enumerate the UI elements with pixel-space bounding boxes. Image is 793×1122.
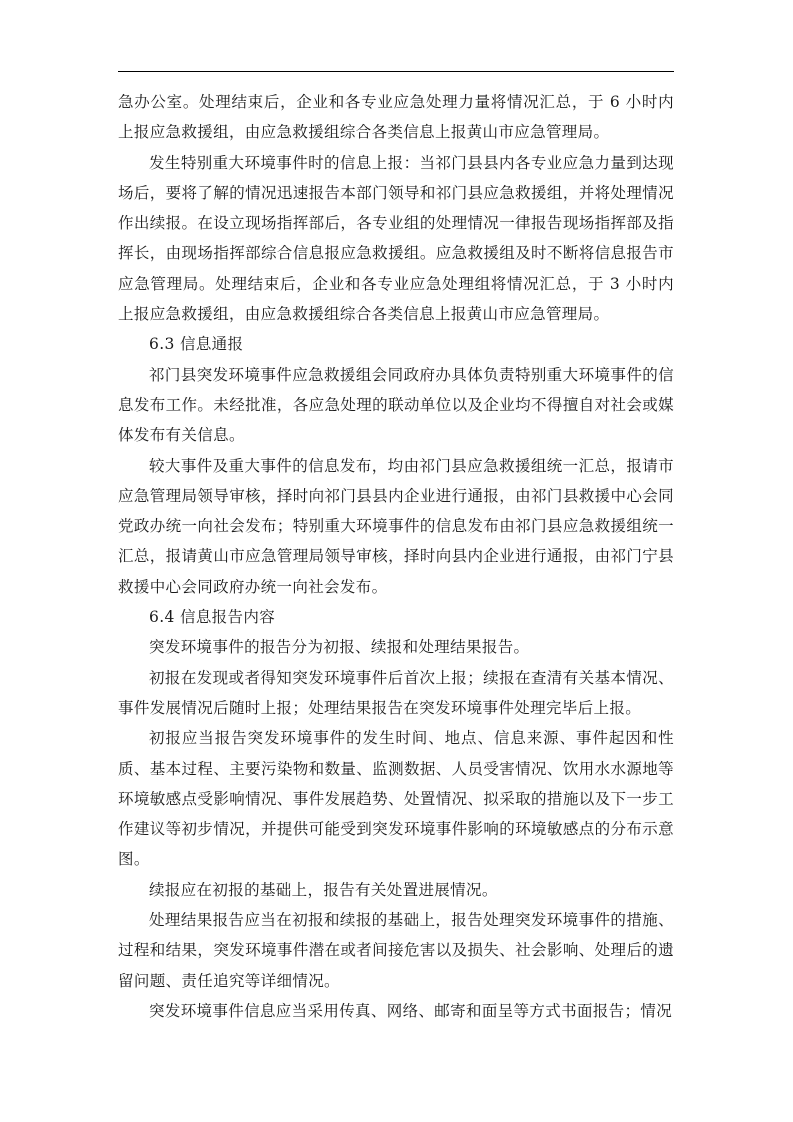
header-rule bbox=[118, 71, 674, 72]
paragraph: 发生特别重大环境事件时的信息上报：当祁门县县内各专业应急力量到达现场后，要将了解的情况迅速报告本部门领导和祁门县应急救援组，并将处理情况作出续报。在设立现场指挥部后，各专业组的处理情况一律报告现场指挥部及指挥长，由现场指挥部综合信息报应急救援组。应急救援组及时不断将信息报告市应急管理局。处理结束后，企业和各专业应急处理组将情况汇总，于 3 小时内上报应急救援组，由应急救援组综合各类信息上报黄山市应急管理局。 bbox=[118, 153, 674, 324]
paragraph: 初报在发现或者得知突发环境事件后首次上报；续报在查清有关基本情况、事件发展情况后随时上报；处理结果报告在突发环境事件处理完毕后上报。 bbox=[118, 668, 674, 717]
paragraph: 祁门县突发环境事件应急救援组会同政府办具体负责特别重大环境事件的信息发布工作。未经批准，各应急处理的联动单位以及企业均不得擅自对社会或媒体发布有关信息。 bbox=[118, 365, 674, 445]
document-body bbox=[118, 87, 674, 1026]
paragraph: 续报应在初报的基础上，报告有关处置进展情况。 bbox=[149, 880, 498, 899]
paragraph: 突发环境事件的报告分为初报、续报和处理结果报告。 bbox=[149, 638, 530, 657]
paragraph: 突发环境事件信息应当采用传真、网络、邮寄和面呈等方式书面报告；情况 bbox=[149, 1001, 673, 1020]
section-heading: 6.3 信息通报 bbox=[149, 335, 244, 354]
paragraph: 处理结果报告应当在初报和续报的基础上，报告处理突发环境事件的措施、过程和结果，突发环境事件潜在或者间接危害以及损失、社会影响、处理后的遗留问题、责任追究等详细情况。 bbox=[118, 911, 674, 990]
paragraph: 较大事件及重大事件的信息发布，均由祁门县应急救援组统一汇总，报请市应急管理局领导审核，择时向祁门县县内企业进行通报，由祁门县救援中心会同党政办统一向社会发布；特别重大环境事件的信息发布由祁门县应急救援组统一汇总，报请黄山市应急管理局领导审核，择时向县内企业进行通报，由祁门宁县救援中心会同政府办统一向社会发布。 bbox=[118, 456, 674, 596]
paragraph-continued: 急办公室。处理结束后，企业和各专业应急处理力量将情况汇总，于 6 小时内上报应急救援组，由应急救援组综合各类信息上报黄山市应急管理局。 bbox=[118, 93, 674, 142]
paragraph: 初报应当报告突发环境事件的发生时间、地点、信息来源、事件起因和性质、基本过程、主要污染物和数量、监测数据、人员受害情况、饮用水水源地等环境敏感点受影响情况、事件发展趋势、处置情况、拟采取的措施以及下一步工作建议等初步情况，并提供可能受到突发环境事件影响的环境敏感点的分布示意图。 bbox=[118, 729, 674, 869]
section-heading: 6.4 信息报告内容 bbox=[149, 608, 276, 627]
